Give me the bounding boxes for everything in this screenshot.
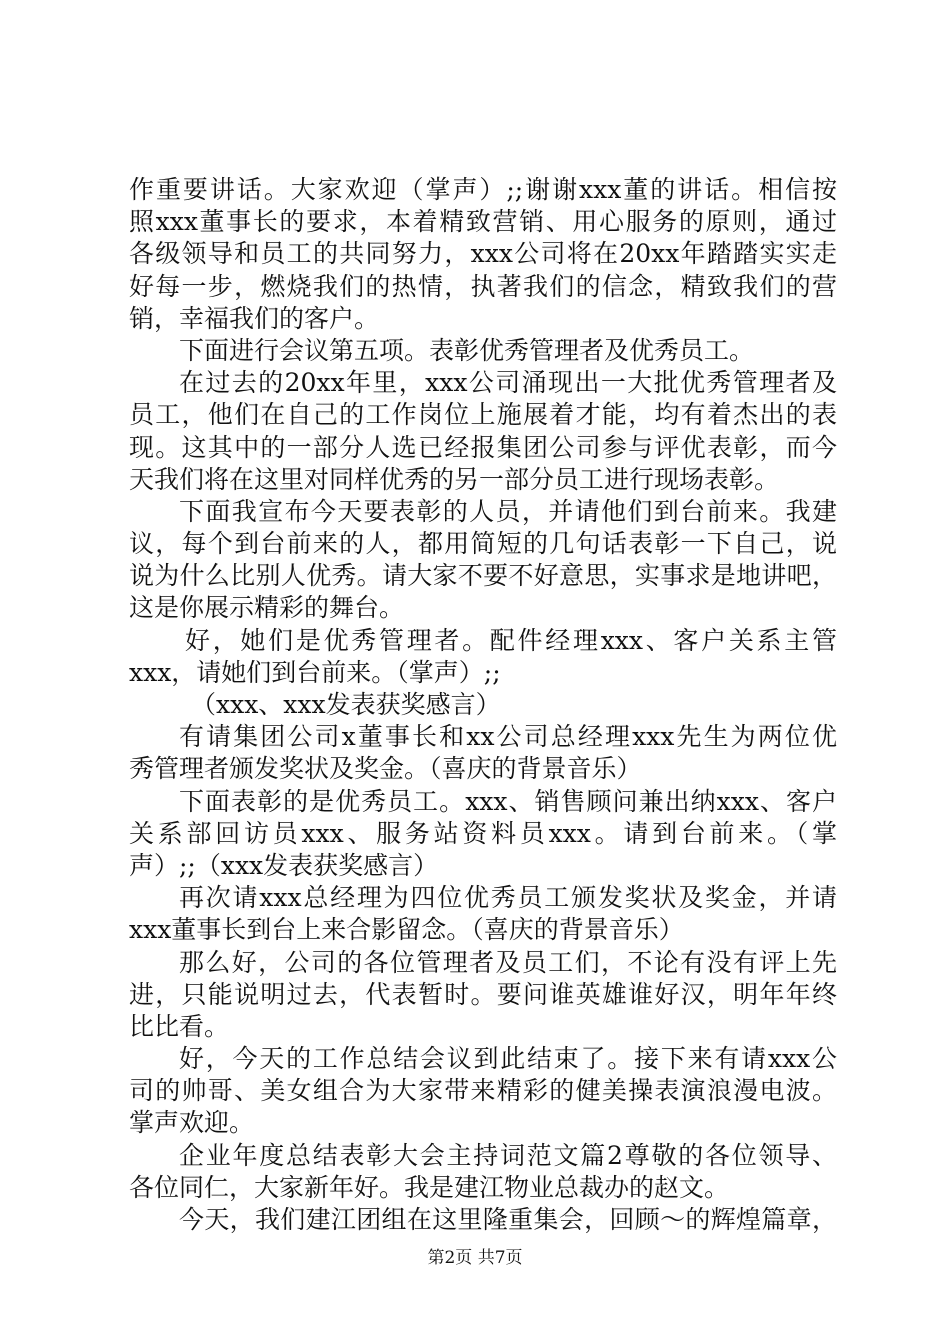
text-line: 好，今天的工作总结会议到此结束了。接下来有请xxx公 — [179, 1044, 837, 1074]
text-line: 天我们将在这里对同样优秀的另一部分员工进行现场表彰。 — [129, 464, 780, 494]
text-line: 这是你展示精彩的舞台。 — [129, 593, 405, 623]
text-line: 议，每个到台前来的人，都用简短的几句话表彰一下自己，说 — [129, 529, 837, 559]
text-line: 各级领导和员工的共同努力，xxx公司将在20xx年踏踏实实走 — [129, 239, 837, 269]
text-line: 销，幸福我们的客户。 — [129, 303, 380, 333]
text-line: 有请集团公司x董事长和xx公司总经理xxx先生为两位优 — [179, 722, 837, 752]
text-line: 再次请xxx总经理为四位优秀员工颁发奖状及奖金，并请 — [179, 883, 837, 913]
text-line: 关系部回访员xxx、服务站资料员xxx。请到台前来。（掌 — [129, 818, 837, 848]
text-line: 下面我宣布今天要表彰的人员，并请他们到台前来。我建 — [179, 496, 837, 526]
page-number-footer: 第2页 共7页 — [427, 1248, 523, 1268]
text-line: 说为什么比别人优秀。请大家不要不好意思，实事求是地讲吧， — [129, 561, 837, 591]
text-line: 各位同仁，大家新年好。我是建江物业总裁办的赵文。 — [129, 1172, 730, 1202]
text-line: xxx，请她们到台前来。（掌声）;; — [129, 657, 501, 687]
text-line: 作重要讲话。大家欢迎（掌声）;;谢谢xxx董的讲话。相信按 — [129, 175, 837, 204]
text-line: 声）;;（xxx发表获奖感言） — [129, 850, 439, 880]
text-line: 比比看。 — [129, 1011, 230, 1041]
text-line: 进，只能说明过去，代表暂时。要问谁英雄谁好汉，明年年终 — [129, 979, 837, 1009]
text-line: 下面表彰的是优秀员工。xxx、销售顾问兼出纳xxx、客户 — [179, 786, 837, 816]
text-line: 司的帅哥、美女组合为大家带来精彩的健美操表演浪漫电波。 — [129, 1076, 837, 1106]
document-body — [129, 174, 837, 1236]
text-line: 好，她们是优秀管理者。配件经理xxx、客户关系主管 — [185, 625, 837, 655]
text-line: 下面进行会议第五项。表彰优秀管理者及优秀员工。 — [179, 335, 755, 365]
text-line: xxx董事长到台上来合影留念。（喜庆的背景音乐） — [129, 915, 684, 945]
text-line: 秀管理者颁发奖状及奖金。（喜庆的背景音乐） — [129, 754, 642, 784]
text-line: 掌声欢迎。 — [129, 1108, 255, 1138]
text-line: 照xxx董事长的要求，本着精致营销、用心服务的原则，通过 — [129, 207, 837, 237]
text-line: 那么好，公司的各位管理者及员工们，不论有没有评上先 — [179, 947, 837, 977]
text-line: 今天，我们建江团组在这里隆重集会，回顾～的辉煌篇章， — [179, 1205, 837, 1234]
text-line: 好每一步，燃烧我们的热情，执著我们的信念，精致我们的营 — [129, 271, 837, 301]
text-line: （xxx、xxx发表获奖感言） — [191, 690, 501, 719]
text-line: 现。这其中的一部分人选已经报集团公司参与评优表彰，而今 — [129, 432, 837, 462]
text-line: 员工，他们在自己的工作岗位上施展着才能，均有着杰出的表 — [129, 400, 837, 430]
text-line: 在过去的20xx年里，xxx公司涌现出一大批优秀管理者及 — [179, 368, 837, 398]
text-line: 企业年度总结表彰大会主持词范文篇2尊敬的各位领导、 — [179, 1140, 837, 1170]
